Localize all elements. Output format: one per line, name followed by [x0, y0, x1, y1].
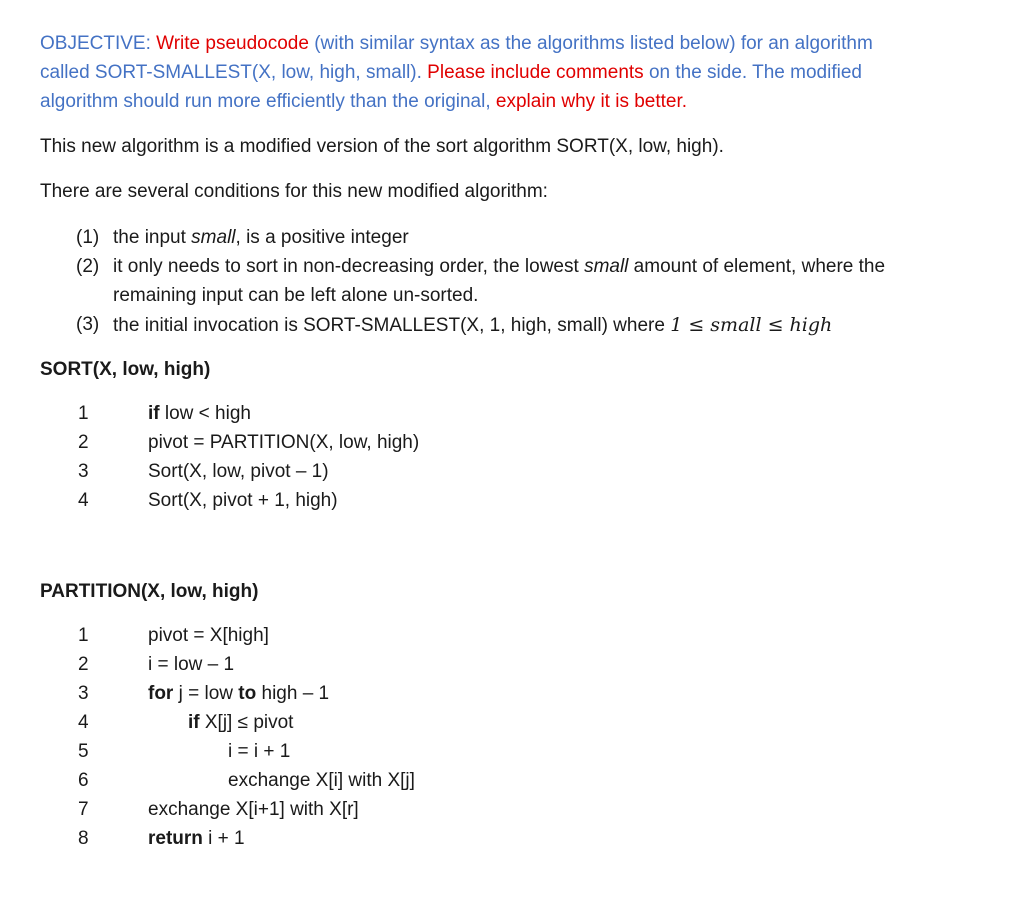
sort-title: SORT(X, low, high)	[40, 359, 211, 380]
keyword: return	[148, 828, 203, 849]
line-number: 1	[78, 625, 89, 646]
line-number: 4	[78, 712, 89, 733]
condition-number: (1)	[76, 227, 100, 248]
partition-line	[0, 827, 1032, 851]
code-text	[228, 740, 290, 764]
code-body: i = i + 1	[228, 741, 291, 762]
objective-text-2b: on the side. The modified	[643, 62, 862, 83]
objective-highlight-comments: Please include comments	[427, 62, 644, 83]
code-text	[148, 431, 419, 455]
line-number: 3	[78, 461, 89, 482]
partition-line	[0, 798, 1032, 822]
condition-text: the initial invocation is SORT-SMALLEST(X, 1, high, small) where 1 ≤ small ≤ high	[113, 314, 833, 336]
code-text	[148, 798, 359, 822]
condition-number: (3)	[76, 314, 100, 335]
sort-line	[0, 460, 1032, 484]
objective-text-1: (with similar syntax as the algorithms listed below) for an algorithm	[308, 33, 873, 54]
objective-line-3	[40, 90, 687, 114]
line-number: 5	[78, 741, 89, 762]
objective-text-3: algorithm should run more efficiently than the original,	[40, 91, 496, 112]
code-body: X[j] ≤ pivot	[199, 712, 294, 733]
sort-line	[0, 402, 1032, 426]
conditions-intro: There are several conditions for this new modified algorithm:	[40, 181, 548, 202]
partition-line	[0, 682, 1032, 706]
line-number: 8	[78, 828, 89, 849]
code-body: exchange X[i+1] with X[r]	[148, 799, 359, 820]
objective-highlight-explain: explain why it is better.	[495, 91, 688, 112]
line-number: 7	[78, 799, 89, 820]
condition-3-math: 1 ≤ small ≤ high	[670, 314, 833, 336]
sort-line	[0, 431, 1032, 455]
objective-line-2	[40, 61, 862, 85]
condition-text: the input small, is a positive integer	[113, 227, 409, 248]
objective-highlight-write: Write pseudocode	[156, 33, 309, 54]
line-number: 2	[78, 654, 89, 675]
objective-label: OBJECTIVE:	[40, 33, 157, 54]
partition-line	[0, 653, 1032, 677]
keyword: if	[188, 712, 200, 733]
intro-text: This new algorithm is a modified version of the sort algorithm SORT(X, low, high).	[40, 136, 724, 157]
code-text	[148, 682, 329, 706]
code-text	[148, 827, 245, 851]
condition-text: it only needs to sort in non-decreasing order, the lowest small amount of element, where the	[113, 256, 886, 277]
line-number: 4	[78, 490, 89, 511]
code-text	[148, 402, 251, 426]
objective-line-1	[40, 32, 873, 56]
sort-line	[0, 489, 1032, 513]
code-body: low < high	[159, 403, 251, 424]
code-text	[148, 489, 338, 513]
code-body: high – 1	[256, 683, 330, 704]
condition-number: (2)	[76, 256, 100, 277]
partition-line	[0, 624, 1032, 648]
objective-text-2a: called SORT-SMALLEST(X, low, high, small).	[40, 62, 428, 83]
line-number: 2	[78, 432, 89, 453]
line-number: 6	[78, 770, 89, 791]
code-body: Sort(X, low, pivot – 1)	[148, 461, 329, 482]
keyword: to	[238, 683, 257, 704]
partition-line	[0, 711, 1032, 735]
code-text	[188, 711, 293, 735]
code-body: pivot = X[high]	[148, 625, 269, 646]
partition-line	[0, 769, 1032, 793]
code-text	[148, 653, 234, 677]
code-text	[148, 624, 269, 648]
partition-title: PARTITION(X, low, high)	[40, 581, 259, 602]
keyword: if	[148, 403, 160, 424]
code-text	[148, 460, 329, 484]
line-number: 1	[78, 403, 89, 424]
code-body: i = low – 1	[148, 654, 235, 675]
line-number: 3	[78, 683, 89, 704]
code-body: Sort(X, pivot + 1, high)	[148, 490, 338, 511]
condition-text: remaining input can be left alone un-sorted.	[113, 285, 479, 306]
code-body: j = low	[173, 683, 239, 704]
code-body: i + 1	[202, 828, 245, 849]
code-body: exchange X[i] with X[j]	[228, 770, 415, 791]
code-body: pivot = PARTITION(X, low, high)	[148, 432, 420, 453]
code-text	[228, 769, 415, 793]
partition-line	[0, 740, 1032, 764]
keyword: for	[148, 683, 174, 704]
